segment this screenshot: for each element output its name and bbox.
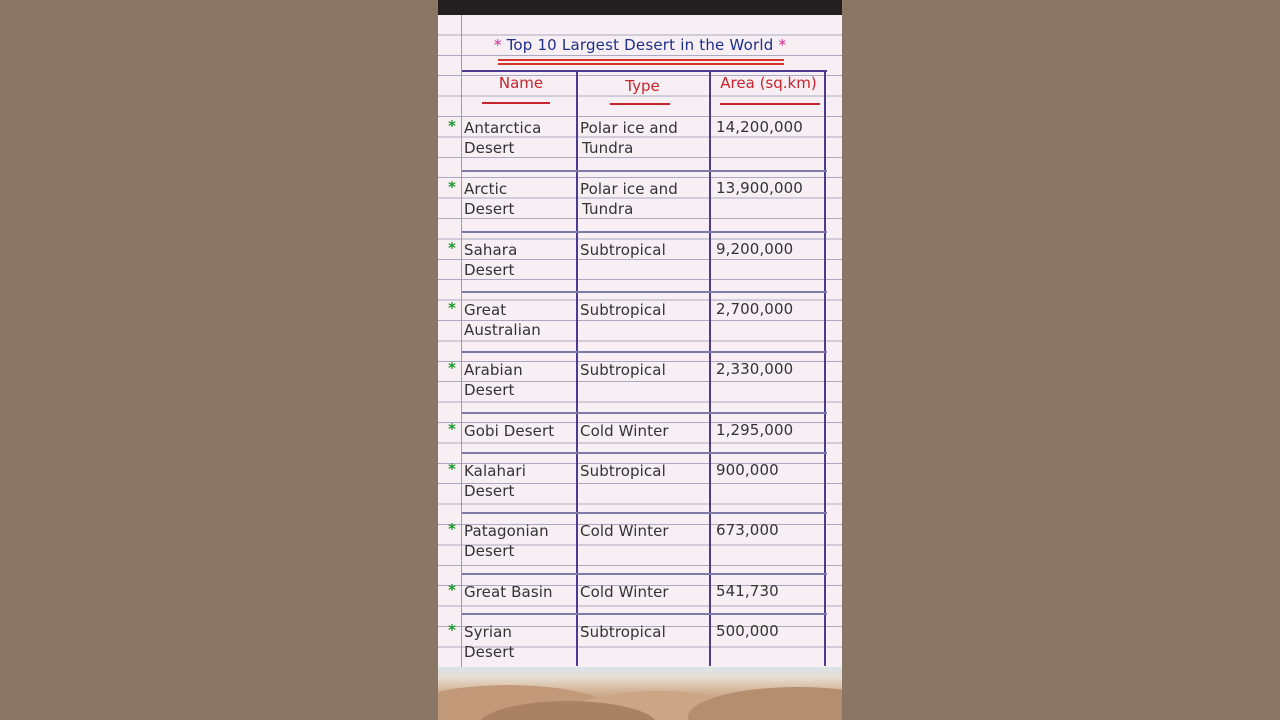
pink-asterisk-icon: * bbox=[493, 36, 502, 54]
row-divider bbox=[462, 452, 827, 454]
green-asterisk-icon: * bbox=[448, 621, 456, 639]
row-divider bbox=[462, 170, 827, 172]
row-divider bbox=[462, 70, 827, 72]
cell-name-line2: Desert bbox=[464, 139, 515, 157]
top-bar bbox=[438, 0, 842, 15]
column-divider bbox=[576, 70, 578, 666]
green-asterisk-icon: * bbox=[448, 359, 456, 377]
page-title bbox=[438, 31, 842, 61]
cell-name-line1: Sahara bbox=[464, 241, 518, 259]
cell-name-line1: Antarctica bbox=[464, 119, 542, 137]
cell-type-line1: Subtropical bbox=[580, 361, 666, 379]
cell-type-line1: Cold Winter bbox=[580, 583, 669, 601]
cell-name-line2: Desert bbox=[464, 643, 515, 661]
header-underline bbox=[720, 103, 820, 105]
cell-type-line1: Subtropical bbox=[580, 241, 666, 259]
header-underline bbox=[610, 103, 670, 105]
pink-asterisk-icon: * bbox=[778, 36, 787, 54]
cell-type-line1: Cold Winter bbox=[580, 422, 669, 440]
cell-area: 2,330,000 bbox=[716, 360, 794, 378]
cell-name-line1: Great bbox=[464, 301, 507, 319]
cell-area: 900,000 bbox=[716, 461, 779, 479]
header-type: Type bbox=[625, 77, 660, 95]
cell-type-line1: Polar ice and bbox=[580, 180, 678, 198]
cell-type-line1: Subtropical bbox=[580, 462, 666, 480]
cell-type-line2: Tundra bbox=[582, 139, 634, 157]
cell-name-line2: Australian bbox=[464, 321, 541, 339]
cell-type-line1: Subtropical bbox=[580, 623, 666, 641]
cell-area: 2,700,000 bbox=[716, 300, 794, 318]
title-underline bbox=[498, 59, 784, 61]
header-name: Name bbox=[498, 74, 544, 92]
header-area: Area (sq.km) bbox=[720, 74, 817, 92]
cell-name-line1: Arctic bbox=[464, 180, 508, 198]
cell-type-line1: Subtropical bbox=[580, 301, 666, 319]
cell-name-line1: Great Basin bbox=[464, 583, 553, 601]
green-asterisk-icon: * bbox=[448, 520, 456, 538]
cell-name-line2: Desert bbox=[464, 261, 515, 279]
cell-area: 9,200,000 bbox=[716, 240, 794, 258]
desert-dunes-image bbox=[438, 667, 842, 720]
cell-name-line1: Arabian bbox=[464, 361, 523, 379]
green-asterisk-icon: * bbox=[448, 581, 456, 599]
title-text: Top 10 Largest Desert in the World bbox=[506, 36, 774, 54]
column-divider bbox=[824, 70, 826, 666]
header-underline bbox=[482, 102, 550, 104]
title-underline bbox=[498, 63, 784, 65]
green-asterisk-icon: * bbox=[448, 299, 456, 317]
cell-area: 14,200,000 bbox=[716, 118, 803, 136]
cell-area: 541,730 bbox=[716, 582, 779, 600]
cell-area: 673,000 bbox=[716, 521, 779, 539]
green-asterisk-icon: * bbox=[448, 239, 456, 257]
green-asterisk-icon: * bbox=[448, 178, 456, 196]
row-divider bbox=[462, 351, 827, 353]
video-frame bbox=[438, 0, 842, 720]
row-divider bbox=[462, 231, 827, 233]
cell-area: 13,900,000 bbox=[716, 179, 803, 197]
notebook-page bbox=[438, 15, 842, 667]
margin-line bbox=[461, 15, 462, 667]
dune-shape bbox=[688, 687, 842, 720]
row-divider bbox=[462, 613, 827, 615]
row-divider bbox=[462, 573, 827, 575]
cell-name-line2: Desert bbox=[464, 381, 515, 399]
cell-area: 500,000 bbox=[716, 622, 779, 640]
cell-name-line1: Gobi Desert bbox=[464, 422, 555, 440]
row-divider bbox=[462, 412, 827, 414]
cell-name-line2: Desert bbox=[464, 482, 515, 500]
cell-name-line1: Patagonian bbox=[464, 522, 549, 540]
green-asterisk-icon: * bbox=[448, 420, 456, 438]
row-divider bbox=[462, 291, 827, 293]
green-asterisk-icon: * bbox=[448, 460, 456, 478]
green-asterisk-icon: * bbox=[448, 117, 456, 135]
cell-name-line2: Desert bbox=[464, 200, 515, 218]
cell-type-line1: Cold Winter bbox=[580, 522, 669, 540]
cell-name-line1: Syrian bbox=[464, 623, 513, 641]
cell-name-line2: Desert bbox=[464, 542, 515, 560]
column-divider bbox=[709, 70, 711, 666]
cell-type-line1: Polar ice and bbox=[580, 119, 678, 137]
cell-name-line1: Kalahari bbox=[464, 462, 526, 480]
cell-type-line2: Tundra bbox=[582, 200, 634, 218]
cell-area: 1,295,000 bbox=[716, 421, 794, 439]
row-divider bbox=[462, 512, 827, 514]
